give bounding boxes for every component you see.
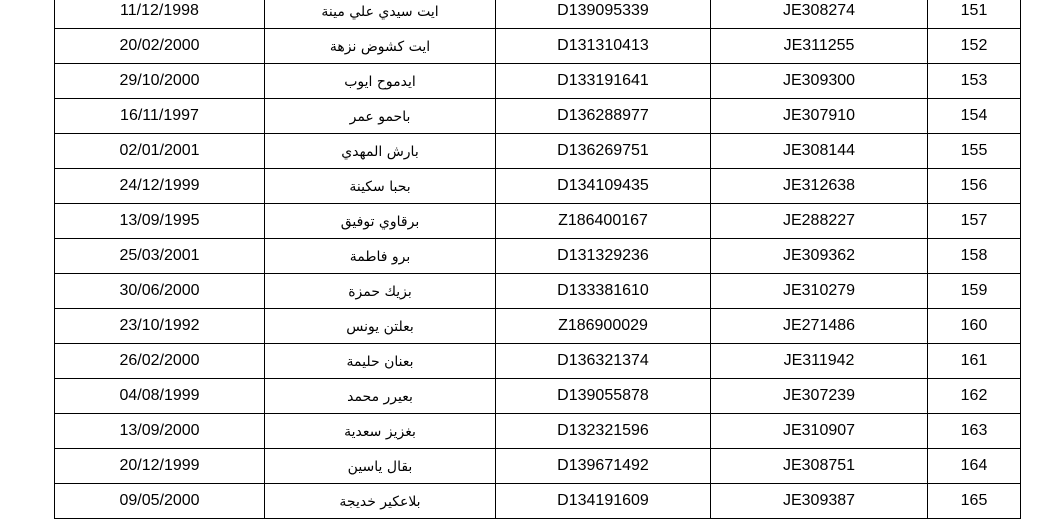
birth-date-cell: 29/10/2000 (55, 64, 265, 99)
birth-date-cell: 02/01/2001 (55, 134, 265, 169)
student-code-cell: JE310907 (711, 414, 928, 449)
student-code-cell: JE307910 (711, 99, 928, 134)
id-number-cell: D131310413 (496, 29, 711, 64)
student-code-cell: JE308144 (711, 134, 928, 169)
student-code-cell: JE312638 (711, 169, 928, 204)
birth-date-cell: 30/06/2000 (55, 274, 265, 309)
row-number-cell: 154 (928, 99, 1021, 134)
row-number-cell: 165 (928, 484, 1021, 519)
row-number-cell: 159 (928, 274, 1021, 309)
row-number-cell: 164 (928, 449, 1021, 484)
birth-date-cell: 20/02/2000 (55, 29, 265, 64)
table-row (55, 169, 1021, 204)
birth-date-cell: 09/05/2000 (55, 484, 265, 519)
table-row (55, 379, 1021, 414)
student-code-cell: JE308751 (711, 449, 928, 484)
birth-date-cell: 26/02/2000 (55, 344, 265, 379)
row-number-cell: 161 (928, 344, 1021, 379)
row-number-cell: 152 (928, 29, 1021, 64)
id-number-cell: Z186400167 (496, 204, 711, 239)
birth-date-cell: 23/10/1992 (55, 309, 265, 344)
birth-date-cell: 04/08/1999 (55, 379, 265, 414)
table-row (55, 29, 1021, 64)
table-row (55, 99, 1021, 134)
table-row (55, 309, 1021, 344)
full-name-cell: بعنان حليمة (265, 344, 496, 379)
id-number-cell: D139671492 (496, 449, 711, 484)
student-code-cell: JE288227 (711, 204, 928, 239)
full-name-cell: ايدموح ايوب (265, 64, 496, 99)
table-row (55, 449, 1021, 484)
student-code-cell: JE307239 (711, 379, 928, 414)
row-number-cell: 157 (928, 204, 1021, 239)
id-number-cell: D133381610 (496, 274, 711, 309)
table-row (55, 0, 1021, 29)
id-number-cell: D131329236 (496, 239, 711, 274)
full-name-cell: بلاعكير خديجة (265, 484, 496, 519)
table-row (55, 204, 1021, 239)
full-name-cell: بقال ياسين (265, 449, 496, 484)
full-name-cell: برقاوي توفيق (265, 204, 496, 239)
full-name-cell: باحمو عمر (265, 99, 496, 134)
id-number-cell: D136269751 (496, 134, 711, 169)
id-number-cell: D134191609 (496, 484, 711, 519)
full-name-cell: بارش المهدي (265, 134, 496, 169)
full-name-cell: ايت سيدي علي مينة (265, 0, 496, 29)
table-row (55, 484, 1021, 519)
full-name-cell: ايت كشوض نزهة (265, 29, 496, 64)
table-row (55, 239, 1021, 274)
row-number-cell: 151 (928, 0, 1021, 29)
row-number-cell: 153 (928, 64, 1021, 99)
full-name-cell: بحبا سكينة (265, 169, 496, 204)
birth-date-cell: 11/12/1998 (55, 0, 265, 29)
birth-date-cell: 25/03/2001 (55, 239, 265, 274)
id-number-cell: D134109435 (496, 169, 711, 204)
table-row (55, 414, 1021, 449)
student-code-cell: JE308274 (711, 0, 928, 29)
table-row (55, 344, 1021, 379)
full-name-cell: بعيرر محمد (265, 379, 496, 414)
birth-date-cell: 13/09/2000 (55, 414, 265, 449)
full-name-cell: برو فاطمة (265, 239, 496, 274)
table-body (55, 0, 1021, 519)
row-number-cell: 158 (928, 239, 1021, 274)
row-number-cell: 156 (928, 169, 1021, 204)
id-number-cell: Z186900029 (496, 309, 711, 344)
birth-date-cell: 13/09/1995 (55, 204, 265, 239)
table-row (55, 274, 1021, 309)
birth-date-cell: 16/11/1997 (55, 99, 265, 134)
full-name-cell: بزيك حمزة (265, 274, 496, 309)
row-number-cell: 160 (928, 309, 1021, 344)
row-number-cell: 163 (928, 414, 1021, 449)
student-code-cell: JE309387 (711, 484, 928, 519)
student-list-table (54, 0, 1021, 519)
table-row (55, 134, 1021, 169)
student-code-cell: JE311942 (711, 344, 928, 379)
student-code-cell: JE311255 (711, 29, 928, 64)
student-code-cell: JE271486 (711, 309, 928, 344)
id-number-cell: D133191641 (496, 64, 711, 99)
birth-date-cell: 24/12/1999 (55, 169, 265, 204)
id-number-cell: D132321596 (496, 414, 711, 449)
id-number-cell: D139055878 (496, 379, 711, 414)
student-code-cell: JE309362 (711, 239, 928, 274)
id-number-cell: D136288977 (496, 99, 711, 134)
id-number-cell: D136321374 (496, 344, 711, 379)
id-number-cell: D139095339 (496, 0, 711, 29)
birth-date-cell: 20/12/1999 (55, 449, 265, 484)
student-code-cell: JE310279 (711, 274, 928, 309)
row-number-cell: 162 (928, 379, 1021, 414)
full-name-cell: بعلتن يونس (265, 309, 496, 344)
row-number-cell: 155 (928, 134, 1021, 169)
student-code-cell: JE309300 (711, 64, 928, 99)
full-name-cell: بغزيز سعدية (265, 414, 496, 449)
table-row (55, 64, 1021, 99)
